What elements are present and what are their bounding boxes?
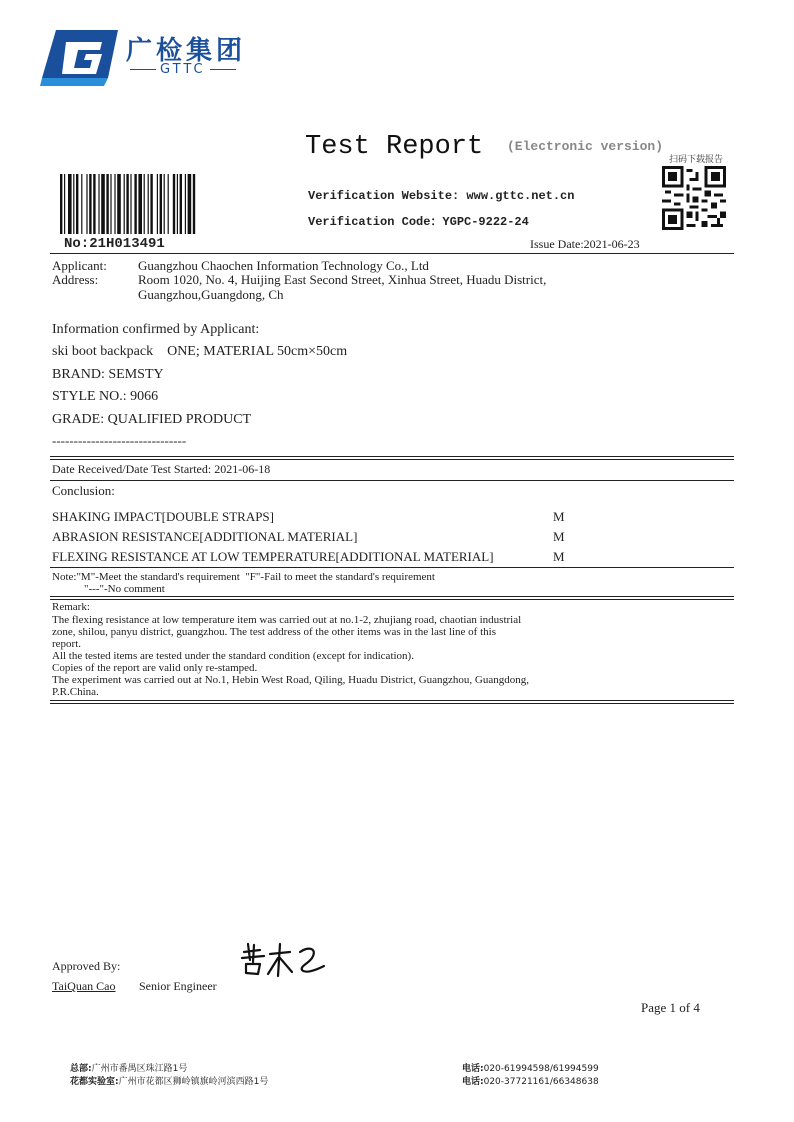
conclusion-label: Conclusion:	[52, 483, 115, 498]
verification-code: Verification Code：YGPC-9222-24	[308, 215, 529, 229]
info-heading: Information confirmed by Applicant:	[52, 322, 260, 337]
remark-line: P.R.China.	[52, 686, 99, 698]
footer-tel-2: 电话:020-37721161/66348638	[462, 1077, 599, 1087]
conclusion-item-result: M	[553, 509, 565, 524]
footer-tel-1: 电话:020-61994598/61994599	[462, 1064, 599, 1074]
qr-code-icon[interactable]	[662, 166, 726, 230]
conclusion-item-name: ABRASION RESISTANCE[ADDITIONAL MATERIAL]	[52, 529, 358, 544]
qr-caption: 扫码下载报告	[669, 155, 724, 165]
note-line-1: Note:"M"-Meet the standard's requirement "F"-Fail to meet the standard's requirement	[52, 571, 435, 583]
barcode-icon	[60, 174, 254, 234]
remark-line: The flexing resistance at low temperature item was carried out at no.1-2, zhujiang road, chaotian industrial	[52, 614, 522, 626]
conclusion-item-result: M	[553, 529, 565, 544]
double-divider	[50, 456, 734, 460]
address-line-2: Guangzhou,Guangdong, Ch	[138, 287, 284, 302]
remark-line: Copies of the report are valid only re-stamped.	[52, 662, 258, 674]
date-received: Date Received/Date Test Started: 2021-06-18	[52, 462, 271, 476]
conclusion-item-name: SHAKING IMPACT[DOUBLE STRAPS]	[52, 509, 274, 524]
approver-name: TaiQuan Cao	[52, 979, 116, 993]
info-grade: GRADE: QUALIFIED PRODUCT	[52, 412, 252, 427]
report-number: No:21H013491	[64, 236, 165, 252]
approver-title: Senior Engineer	[139, 979, 217, 993]
remark-line: The experiment was carried out at No.1, Hebin West Road, Qiling, Huadu District, Guangzhou, Guangdong,	[52, 674, 529, 686]
page-number: Page 1 of 4	[641, 1000, 700, 1015]
remark-line: report.	[52, 638, 82, 650]
info-product: ski boot backpack ONE; MATERIAL 50cm×50cm	[52, 344, 348, 359]
conclusion-item-result: M	[553, 549, 565, 564]
double-divider	[50, 596, 734, 600]
divider	[50, 253, 734, 254]
logo-chinese-name: 广检集团	[126, 36, 247, 66]
info-style: STYLE NO.: 9066	[52, 389, 159, 404]
remark-line: All the tested items are tested under the standard condition (except for indication).	[52, 650, 414, 662]
address-line-1: Room 1020, No. 4, Huijing East Second Street, Xinhua Street, Huadu District,	[138, 272, 547, 287]
note-line-2: "---"-No comment	[84, 583, 165, 595]
remark-label: Remark:	[52, 601, 90, 613]
verification-website[interactable]: Verification Website: www.gttc.net.cn	[308, 189, 575, 203]
info-dashes: -------------------------------	[52, 433, 187, 448]
address-label: Address:	[52, 272, 99, 287]
double-divider	[50, 700, 734, 704]
divider	[50, 567, 734, 568]
logo-english-name: GTTC	[126, 62, 240, 77]
applicant-value: Guangzhou Chaochen Information Technology Co., Ltd	[138, 258, 429, 273]
remark-line: zone, shilou, panyu district, guangzhou. The test address of the other items was in the last line of this	[52, 626, 496, 638]
applicant-label: Applicant:	[52, 258, 107, 273]
signature-icon	[238, 940, 330, 984]
info-brand: BRAND: SEMSTY	[52, 367, 164, 382]
conclusion-item-name: FLEXING RESISTANCE AT LOW TEMPERATURE[ADDITIONAL MATERIAL]	[52, 549, 494, 564]
page-title: Test Report	[305, 132, 484, 162]
divider	[50, 480, 734, 481]
footer-lab: 花都实验室:广州市花都区狮岭镇旗岭河滨西路1号	[70, 1077, 269, 1087]
footer-hq: 总部:广州市番禺区珠江路1号	[70, 1064, 188, 1074]
approved-by-label: Approved By:	[52, 959, 121, 973]
issue-date: Issue Date:2021-06-23	[530, 237, 640, 251]
electronic-version-label: (Electronic version)	[507, 139, 664, 154]
